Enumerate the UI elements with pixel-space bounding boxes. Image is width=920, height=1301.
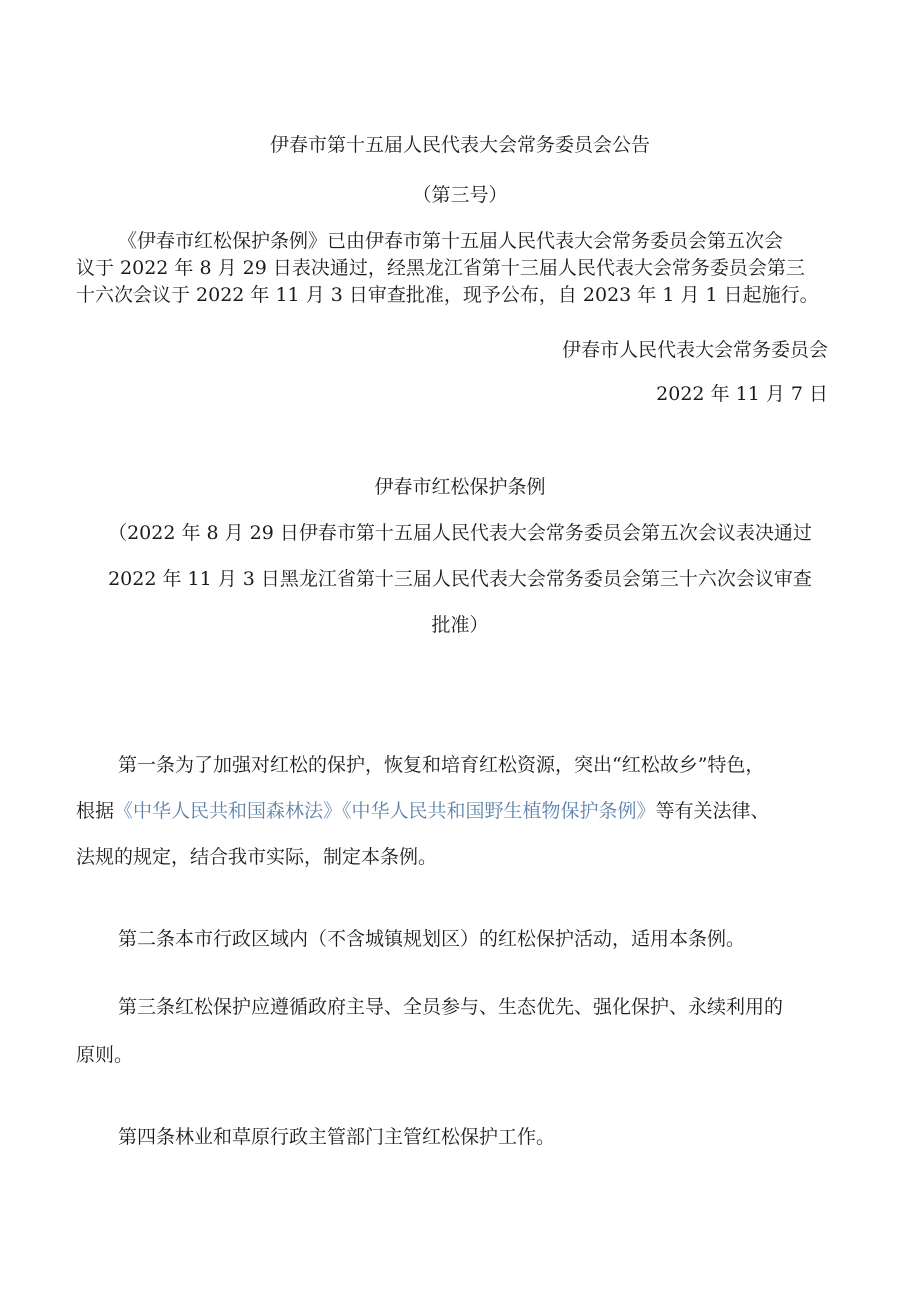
article-2-line-1: 第二条本市行政区域内（不含城镇规划区）的红松保护活动，适用本条例。 (118, 928, 746, 950)
regulation-title: 伊春市红松保护条例 (374, 476, 546, 498)
forest-law-link[interactable]: 《中华人民共和国森林法》 (114, 800, 343, 822)
article-3-line-2: 原则。 (76, 1044, 134, 1066)
issue-date: 2022 年 11 月 7 日 (656, 383, 828, 405)
adoption-note-line-3: 批准） (431, 614, 489, 636)
article-1-line-2 (76, 798, 770, 824)
announcement-number: （第三号） (412, 184, 508, 206)
article-1-line-2-prefix: 根据 (76, 800, 115, 822)
announcement-body-line-2: 议于 2022 年 8 月 29 日表决通过，经黑龙江省第十三届人民代表大会常务委员会第三 (76, 257, 805, 279)
article-3-line-1: 第三条红松保护应遵循政府主导、全员参与、生态优先、强化保护、永续利用的 (118, 996, 784, 1018)
article-4-line-1: 第四条林业和草原行政主管部门主管红松保护工作。 (118, 1126, 556, 1148)
announcement-title: 伊春市第十五届人民代表大会常务委员会公告 (269, 134, 650, 156)
wild-plant-regulation-link[interactable]: 《中华人民共和国野生植物保护条例》 (342, 800, 656, 822)
announcement-body-line-3: 十六次会议于 2022 年 11 月 3 日审查批准，现予公布，自 2023 年 1 月 1 日起施行。 (76, 284, 819, 306)
adoption-note-line-1: （2022 年 8 月 29 日伊春市第十五届人民代表大会常务委员会第五次会议表决通过 (108, 522, 812, 544)
article-1-line-3: 法规的规定，结合我市实际，制定本条例。 (76, 846, 438, 868)
issuer: 伊春市人民代表大会常务委员会 (561, 339, 828, 361)
adoption-note-line-2: 2022 年 11 月 3 日黑龙江省第十三届人民代表大会常务委员会第三十六次会议审查 (108, 568, 812, 590)
article-1-line-2-suffix: 等有关法律、 (655, 800, 770, 822)
announcement-body-line-1: 《伊春市红松保护条例》已由伊春市第十五届人民代表大会常务委员会第五次会 (118, 230, 784, 252)
article-1-line-1: 第一条为了加强对红松的保护，恢复和培育红松资源，突出“红松故乡”特色， (118, 754, 765, 776)
